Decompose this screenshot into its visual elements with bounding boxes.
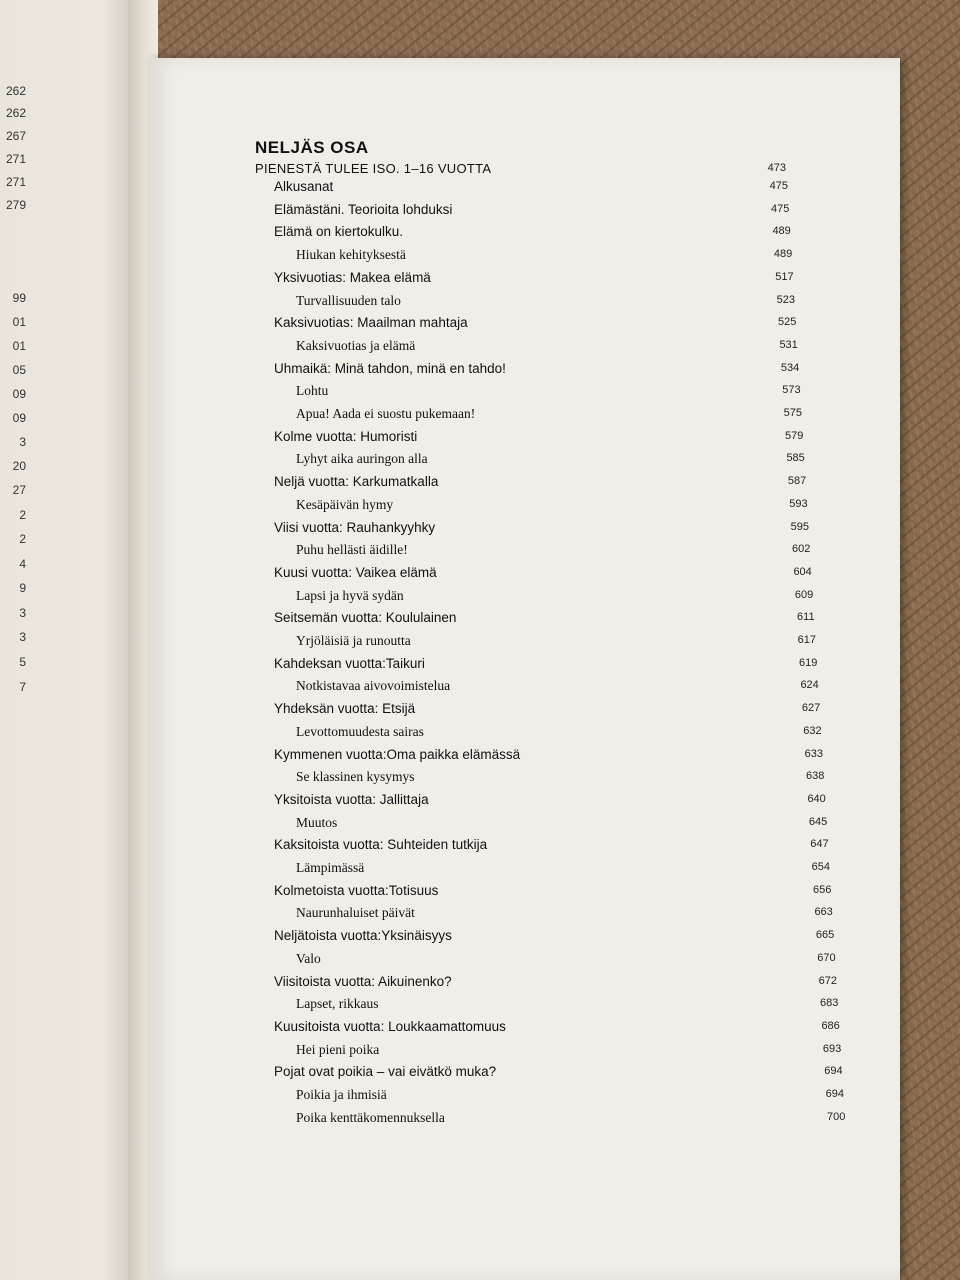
toc-entry-page: 579	[785, 429, 804, 442]
toc-entry-title: Lämpimässä	[296, 860, 365, 875]
toc-entry-page: 593	[789, 497, 808, 510]
toc-subentry	[150, 406, 900, 426]
toc-entry-page: 587	[787, 475, 807, 488]
toc-entry-title: Viisi vuotta: Rauhankyyhky	[274, 519, 436, 535]
toc-entry	[150, 179, 900, 199]
toc-entry-page: 693	[822, 1042, 842, 1055]
toc-entry	[150, 656, 900, 676]
right-page	[150, 58, 900, 1280]
left-page-number: 20	[12, 459, 26, 473]
left-page-number: 271	[5, 175, 26, 189]
toc-entry-page: 475	[769, 180, 788, 192]
left-page-number: 01	[12, 339, 26, 353]
toc-entry	[150, 883, 900, 903]
toc-entry-page: 640	[807, 792, 826, 805]
toc-entry-page: 654	[811, 861, 830, 873]
toc-entry-page: 531	[779, 338, 798, 351]
toc-entry-title: Naurunhaluiset päivät	[296, 905, 415, 921]
toc-entry-title: Se klassinen kysymys	[296, 769, 415, 785]
toc-subentry	[150, 1087, 900, 1107]
toc-entry-page: 619	[799, 656, 818, 669]
toc-entry-title: Yhdeksän vuotta: Etsijä	[274, 701, 416, 717]
toc-entry-page: 694	[825, 1088, 844, 1100]
toc-entry-page: 645	[808, 815, 828, 828]
left-page-number: 3	[19, 630, 26, 644]
left-page-number: 3	[19, 606, 26, 620]
toc-entry-page: 663	[814, 906, 833, 919]
toc-subentry	[150, 633, 900, 653]
toc-subentry	[150, 588, 900, 608]
toc-entry-page: 617	[797, 634, 816, 646]
toc-entry	[150, 565, 900, 585]
toc-subentry	[150, 542, 900, 562]
toc-entry-title: Poika kenttäkomennuksella	[296, 1109, 445, 1125]
toc-entry-page: 585	[786, 452, 805, 465]
toc-entry-page: 694	[824, 1065, 843, 1078]
left-page-number: 7	[19, 680, 26, 694]
toc-entry-title: Lohtu	[296, 383, 329, 399]
toc-entry-page: 683	[820, 997, 839, 1010]
left-page-number: 09	[12, 387, 26, 401]
toc-entry-page: 624	[800, 679, 819, 692]
toc-entry-page: 534	[780, 361, 800, 374]
toc-entry-page: 595	[790, 520, 809, 533]
toc-entry-title: Viisitoista vuotta: Aikuinenko?	[274, 973, 452, 989]
left-page-number: 05	[12, 363, 26, 377]
toc-entry-title: Kahdeksan vuotta:Taikuri	[274, 655, 425, 671]
toc-entry-page: 647	[810, 838, 829, 851]
toc-entry-page: 700	[827, 1110, 846, 1123]
toc-entry-title: Apua! Aada ei suostu pukemaan!	[296, 406, 476, 421]
toc-subentry	[150, 383, 900, 403]
toc-entry-page: 475	[771, 202, 790, 215]
toc-entry-title: Puhu hellästi äidille!	[296, 542, 408, 558]
toc-entry-title: Elämä on kiertokulku.	[274, 224, 404, 240]
toc-subentry	[150, 951, 900, 971]
toc-entry-title: Kymmenen vuotta:Oma paikka elämässä	[274, 746, 521, 762]
toc-entry-title: Yrjöläisiä ja runoutta	[296, 633, 411, 648]
toc-entry-page: 656	[813, 883, 832, 896]
toc-entry-page: 609	[794, 588, 814, 601]
toc-entry-title: Muutos	[296, 814, 338, 830]
toc-entry-page: 517	[775, 270, 794, 283]
toc-entry-title: Hei pieni poika	[296, 1041, 380, 1057]
left-page-number: 262	[5, 106, 26, 120]
toc-entry-title: Lapsi ja hyvä sydän	[296, 587, 404, 603]
toc-subentry	[150, 905, 900, 925]
left-page-number: 01	[12, 315, 26, 329]
toc-subentry	[150, 293, 900, 313]
left-page-number: 3	[19, 435, 26, 449]
toc-entry	[150, 224, 900, 244]
toc-subentry	[150, 860, 900, 880]
toc-entry-page: 665	[815, 929, 835, 942]
toc-entry-title: Kaksitoista vuotta: Suhteiden tutkija	[274, 837, 488, 853]
toc-entry-title: Lapset, rikkaus	[296, 996, 379, 1012]
toc-subentry	[150, 497, 900, 517]
left-page-number: 09	[12, 411, 26, 425]
toc-entry-page: 611	[797, 611, 815, 624]
toc-entry	[150, 1019, 900, 1039]
part-heading: NELJÄS OSA	[255, 138, 369, 157]
left-page-number: 2	[19, 532, 26, 546]
toc-entry-title: Lyhyt aika auringon alla	[296, 451, 428, 467]
toc-entry	[150, 474, 900, 494]
toc-entry	[150, 315, 900, 335]
toc-entry-page: 525	[778, 316, 797, 329]
toc-entry-title: Kaksivuotias ja elämä	[296, 337, 416, 353]
left-page-number: 2	[19, 508, 26, 522]
toc-entry-title: Kuusi vuotta: Vaikea elämä	[274, 564, 437, 580]
toc-entry-page: 489	[773, 248, 793, 261]
toc-entry-title: Uhmaikä: Minä tahdon, minä en tahdo!	[274, 360, 506, 376]
toc-entry	[150, 429, 900, 449]
toc-entry-title: Elämästäni. Teorioita lohduksi	[274, 201, 453, 217]
toc-entry	[150, 610, 900, 630]
toc-subentry	[150, 769, 900, 789]
toc-entry-page: 602	[792, 543, 811, 556]
left-page-number: 5	[19, 655, 26, 669]
left-page	[0, 0, 128, 1280]
left-page-number: 4	[19, 557, 26, 571]
toc-entry	[150, 928, 900, 948]
toc-subentry	[150, 996, 900, 1016]
left-page-number: 262	[5, 84, 26, 98]
toc-entry	[150, 747, 900, 767]
toc-entry-title: Hiukan kehityksestä	[296, 247, 406, 263]
toc-entry	[150, 792, 900, 812]
toc-entry	[150, 1064, 900, 1084]
toc-entry-page: 523	[776, 293, 795, 306]
toc-entry	[150, 270, 900, 290]
toc-entry-page: 670	[817, 951, 836, 964]
toc-entry-title: Valo	[296, 950, 321, 966]
toc-entry	[150, 701, 900, 721]
table-of-contents	[150, 58, 900, 1280]
toc-entry-title: Kesäpäivän hymy	[296, 496, 394, 512]
toc-entry-title: Poikia ja ihmisiä	[296, 1087, 387, 1102]
left-page-number: 267	[5, 129, 26, 143]
toc-entry-page: 633	[804, 747, 823, 760]
toc-entry	[150, 202, 900, 222]
toc-entry-title: Notkistavaa aivovoimistelua	[296, 678, 451, 694]
toc-entry-title: Yksitoista vuotta: Jallittaja	[274, 791, 429, 807]
toc-entry-title: Kolmetoista vuotta:Totisuus	[274, 882, 439, 898]
section-title: PIENESTÄ TULEE ISO. 1–16 VUOTTA	[255, 161, 492, 176]
toc-entry-title: Alkusanat	[274, 179, 334, 194]
toc-subentry	[150, 1110, 900, 1130]
toc-subentry	[150, 724, 900, 744]
toc-entry-page: 604	[793, 565, 812, 578]
toc-subentry	[150, 1042, 900, 1062]
left-page-number: 9	[19, 581, 26, 595]
section-page-number: 473	[767, 162, 786, 174]
toc-entry-title: Neljä vuotta: Karkumatkalla	[274, 474, 439, 490]
left-page-number: 271	[5, 152, 26, 166]
toc-entry-title: Kolme vuotta: Humoristi	[274, 428, 418, 444]
toc-entry-page: 672	[818, 974, 837, 987]
toc-entry-title: Kaksivuotias: Maailman mahtaja	[274, 315, 468, 331]
toc-entry-title: Seitsemän vuotta: Koululainen	[274, 610, 457, 626]
toc-subentry	[150, 815, 900, 835]
toc-subentry	[150, 338, 900, 358]
toc-entry-title: Kuusitoista vuotta: Loukkaamattomuus	[274, 1018, 506, 1034]
toc-subentry	[150, 451, 900, 471]
toc-subentry	[150, 247, 900, 267]
toc-entry	[150, 974, 900, 994]
toc-entry-page: 686	[821, 1019, 840, 1032]
left-page-number: 279	[5, 198, 26, 212]
toc-entry-page: 632	[803, 724, 822, 737]
toc-entry-page: 638	[806, 770, 825, 783]
toc-entry-title: Yksivuotias: Makea elämä	[274, 269, 431, 285]
toc-entry-title: Neljätoista vuotta:Yksinäisyys	[274, 928, 452, 944]
left-page-number: 27	[12, 483, 26, 497]
toc-entry-title: Turvallisuuden talo	[296, 292, 401, 308]
toc-entry-page: 573	[782, 384, 801, 397]
toc-entry-page: 489	[772, 225, 791, 238]
toc-entry	[150, 837, 900, 857]
toc-entry	[150, 361, 900, 381]
toc-entry-page: 575	[783, 407, 802, 419]
left-page-number: 99	[12, 291, 26, 305]
toc-subentry	[150, 678, 900, 698]
toc-entry-page: 627	[801, 702, 821, 715]
toc-entry-title: Levottomuudesta sairas	[296, 723, 424, 739]
toc-entry-title: Pojat ovat poikia – vai eivätkö muka?	[274, 1064, 497, 1080]
toc-entry	[150, 520, 900, 540]
